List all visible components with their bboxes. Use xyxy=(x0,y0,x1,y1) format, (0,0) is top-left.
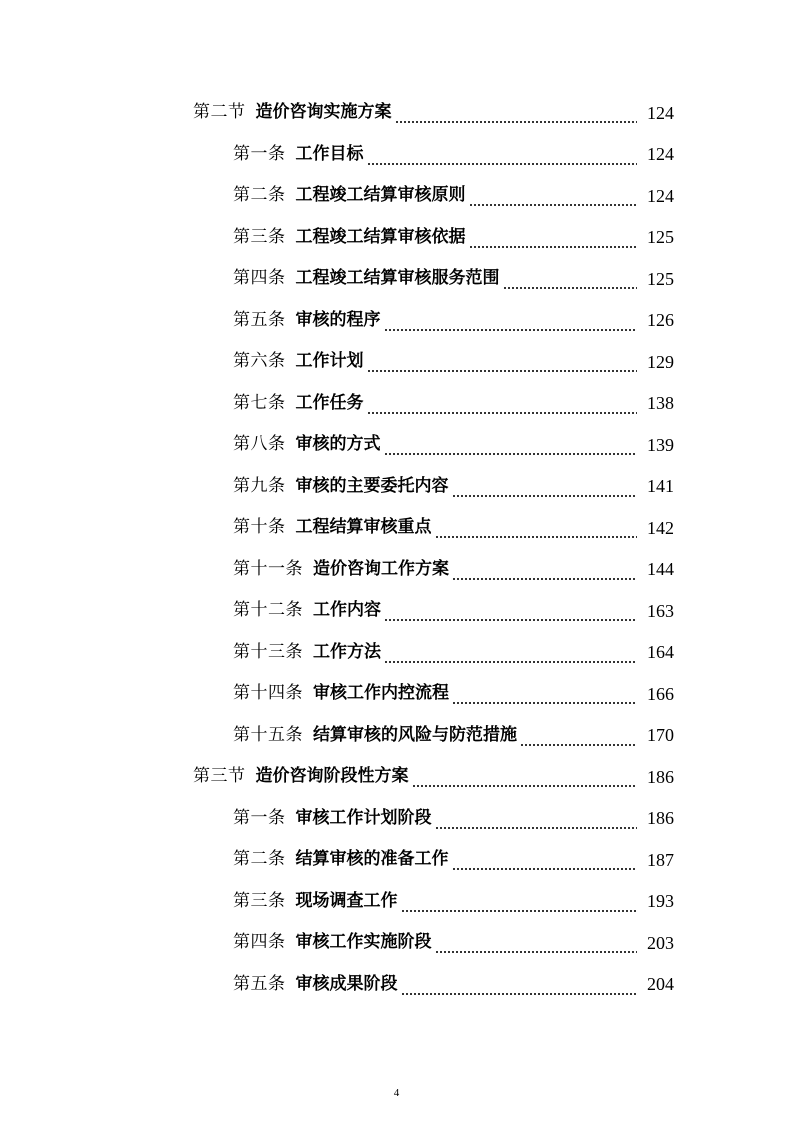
toc-entry-prefix: 第七条 xyxy=(233,392,286,413)
toc-entry[interactable] xyxy=(0,839,793,881)
toc-entry[interactable] xyxy=(0,258,793,300)
toc-entry[interactable] xyxy=(0,549,793,591)
toc-entry-prefix: 第十五条 xyxy=(233,724,303,745)
toc-entry-page: 166 xyxy=(647,683,674,704)
toc-entry[interactable] xyxy=(0,590,793,632)
toc-entry-title: 工程竣工结算审核依据 xyxy=(295,226,466,247)
toc-entry-title: 审核工作计划阶段 xyxy=(295,807,432,828)
dot-leader xyxy=(401,979,638,996)
toc-entry-page: 129 xyxy=(647,351,674,372)
dot-leader xyxy=(367,149,638,166)
dot-leader xyxy=(435,813,638,830)
toc-entry[interactable] xyxy=(0,466,793,508)
toc-entry[interactable] xyxy=(0,424,793,466)
toc-entry-prefix: 第三节 xyxy=(193,766,246,787)
toc-entry-page: 124 xyxy=(647,102,674,123)
toc-entry-page: 164 xyxy=(647,642,674,663)
toc-entry-page: 141 xyxy=(647,476,674,497)
toc-entry[interactable] xyxy=(0,632,793,674)
toc-entry-section[interactable] xyxy=(0,756,793,798)
dot-leader xyxy=(452,688,637,705)
toc-entry-title: 工程结算审核重点 xyxy=(295,517,432,538)
dot-leader xyxy=(469,232,638,249)
toc-entry-prefix: 第一条 xyxy=(233,143,286,164)
table-of-contents xyxy=(0,92,793,1005)
toc-entry-prefix: 第四条 xyxy=(233,932,286,953)
toc-entry-prefix: 第三条 xyxy=(233,226,286,247)
toc-entry[interactable] xyxy=(0,964,793,1006)
toc-entry-title: 工作方法 xyxy=(313,641,381,662)
toc-entry[interactable] xyxy=(0,341,793,383)
toc-entry[interactable] xyxy=(0,715,793,757)
dot-leader xyxy=(384,605,637,622)
toc-entry-prefix: 第六条 xyxy=(233,351,286,372)
toc-entry-prefix: 第十四条 xyxy=(233,683,303,704)
dot-leader xyxy=(401,896,638,913)
dot-leader xyxy=(469,190,638,207)
toc-entry[interactable] xyxy=(0,383,793,425)
toc-entry-title: 审核工作实施阶段 xyxy=(295,932,432,953)
dot-leader xyxy=(452,564,637,581)
toc-entry[interactable] xyxy=(0,134,793,176)
toc-entry-prefix: 第二节 xyxy=(193,102,246,123)
toc-entry-prefix: 第五条 xyxy=(233,973,286,994)
dot-leader xyxy=(452,854,638,871)
page-number: 4 xyxy=(393,1087,400,1099)
dot-leader xyxy=(503,273,638,290)
toc-entry-page: 139 xyxy=(647,434,674,455)
toc-entry-title: 审核工作内控流程 xyxy=(313,683,449,704)
toc-entry-prefix: 第五条 xyxy=(233,309,286,330)
toc-entry-title: 审核的程序 xyxy=(295,309,381,330)
dot-leader xyxy=(520,730,637,747)
toc-entry-prefix: 第十二条 xyxy=(233,600,303,621)
toc-entry-title: 结算审核的准备工作 xyxy=(295,849,449,870)
toc-entry-prefix: 第二条 xyxy=(233,849,286,870)
toc-entry-title: 审核成果阶段 xyxy=(295,973,398,994)
dot-leader xyxy=(384,439,638,456)
toc-entry-title: 造价咨询实施方案 xyxy=(255,102,392,123)
toc-entry-title: 工作内容 xyxy=(313,600,381,621)
dot-leader xyxy=(412,771,638,788)
toc-entry-page: 203 xyxy=(647,932,674,953)
toc-entry-page: 170 xyxy=(647,725,674,746)
toc-entry-title: 审核的主要委托内容 xyxy=(295,475,449,496)
toc-entry-page: 138 xyxy=(647,393,674,414)
toc-entry-prefix: 第一条 xyxy=(233,807,286,828)
toc-entry-title: 工程竣工结算审核服务范围 xyxy=(295,268,500,289)
dot-leader xyxy=(395,107,638,124)
toc-entry[interactable] xyxy=(0,507,793,549)
toc-entry-page: 186 xyxy=(647,766,674,787)
dot-leader xyxy=(452,481,638,498)
toc-entry-page: 186 xyxy=(647,808,674,829)
toc-entry-page: 125 xyxy=(647,268,674,289)
toc-entry-page: 204 xyxy=(647,974,674,995)
toc-entry[interactable] xyxy=(0,175,793,217)
toc-entry-title: 工作任务 xyxy=(295,392,364,413)
toc-entry-prefix: 第三条 xyxy=(233,890,286,911)
toc-entry-page: 126 xyxy=(647,310,674,331)
toc-entry[interactable] xyxy=(0,922,793,964)
toc-entry-title: 造价咨询工作方案 xyxy=(313,558,449,579)
dot-leader xyxy=(384,315,638,332)
toc-entry-section[interactable] xyxy=(0,92,793,134)
toc-entry-page: 124 xyxy=(647,144,674,165)
toc-entry[interactable] xyxy=(0,798,793,840)
toc-entry[interactable] xyxy=(0,673,793,715)
toc-entry-page: 144 xyxy=(647,559,674,580)
toc-entry-title: 工程竣工结算审核原则 xyxy=(295,185,466,206)
toc-entry[interactable] xyxy=(0,217,793,259)
toc-entry-title: 工作目标 xyxy=(295,143,364,164)
dot-leader xyxy=(367,398,638,415)
toc-entry-prefix: 第十三条 xyxy=(233,641,303,662)
dot-leader xyxy=(367,356,638,373)
toc-entry[interactable] xyxy=(0,881,793,923)
toc-entry-page: 163 xyxy=(647,600,674,621)
toc-entry-prefix: 第九条 xyxy=(233,475,286,496)
toc-entry-prefix: 第八条 xyxy=(233,434,286,455)
toc-entry[interactable] xyxy=(0,300,793,342)
toc-entry-page: 142 xyxy=(647,517,674,538)
toc-entry-prefix: 第二条 xyxy=(233,185,286,206)
toc-entry-page: 187 xyxy=(647,849,674,870)
dot-leader xyxy=(435,937,638,954)
toc-entry-title: 造价咨询阶段性方案 xyxy=(255,766,409,787)
toc-entry-title: 现场调查工作 xyxy=(295,890,398,911)
toc-entry-page: 124 xyxy=(647,185,674,206)
dot-leader xyxy=(384,647,637,664)
toc-entry-prefix: 第四条 xyxy=(233,268,286,289)
toc-entry-prefix: 第十条 xyxy=(233,517,286,538)
dot-leader xyxy=(435,522,638,539)
toc-entry-title: 结算审核的风险与防范措施 xyxy=(313,724,517,745)
toc-entry-prefix: 第十一条 xyxy=(233,558,303,579)
toc-entry-title: 审核的方式 xyxy=(295,434,381,455)
toc-entry-title: 工作计划 xyxy=(295,351,364,372)
toc-entry-page: 125 xyxy=(647,227,674,248)
toc-entry-page: 193 xyxy=(647,891,674,912)
